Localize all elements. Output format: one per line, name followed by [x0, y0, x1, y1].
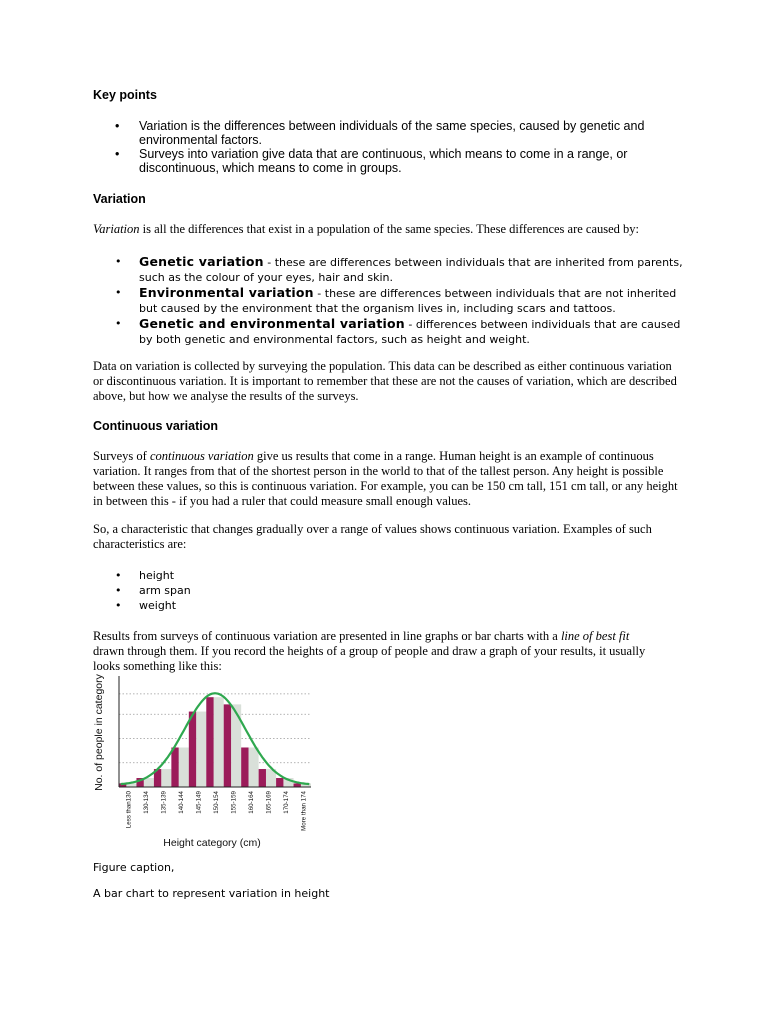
bar	[241, 747, 248, 787]
height-variation-chart	[91, 672, 321, 852]
variation-intro: Variation is all the differences that exist in a population of the same species. These differences are caused by:	[93, 222, 640, 236]
continuous-paragraph-1: Surveys of continuous variation give us results that come in a range. Human height is an example of continuous variation. It ranges from that of the shortest person in the world to that of the tallest person. Any height is possible between these values, so this is continuous variation. For example, you can be 150 cm tall, 151 cm tall, or any height in between this - if you had a ruler that could measure small enough values.	[93, 449, 678, 508]
x-tick-label: 145-149	[195, 791, 203, 814]
x-tick-label: 165-169	[265, 791, 273, 814]
key-points-heading: Key points	[93, 88, 157, 102]
curve-area	[144, 778, 154, 787]
x-tick-label: 160-164	[247, 791, 255, 814]
curve-area	[179, 747, 189, 787]
curve-area	[196, 712, 206, 787]
variation-types-list	[93, 254, 683, 347]
examples-list	[93, 568, 683, 613]
figure-caption-text: A bar chart to represent variation in height	[93, 887, 330, 900]
list-item: • weight	[115, 599, 177, 612]
variation-heading: Variation	[93, 192, 146, 206]
x-tick-label: Less than130	[125, 791, 133, 829]
bar	[189, 712, 196, 787]
list-item: • Surveys into variation give data that are continuous, which means to come in a range, or discontinuous, which means to come in groups.	[115, 147, 628, 175]
list-item: • Variation is the differences between individuals of the same species, caused by genetic and environmental factors.	[115, 119, 645, 147]
survey-paragraph: Data on variation is collected by surveying the population. This data can be described as either continuous variation or discontinuous variation. It is important to remember that these are not the causes of variation, which are described above, but how we analyse the results of the surveys.	[93, 359, 677, 403]
bar	[224, 704, 231, 787]
bar	[259, 769, 266, 787]
bar	[171, 747, 178, 787]
continuous-paragraph-2: So, a characteristic that changes gradually over a range of values shows continuous variation. Examples of such characteristics are:	[93, 522, 652, 551]
list-item: • Genetic variation - these are differences between individuals that are inherited from parents, such as the colour of your eyes, hair and skin.	[115, 254, 683, 284]
key-points-list	[93, 119, 683, 175]
x-tick-label: 155-159	[230, 791, 238, 814]
x-tick-label: 135-139	[160, 791, 168, 814]
list-item: • Genetic and environmental variation - differences between individuals that are caused by both genetic and environmental factors, such as height and weight.	[115, 316, 681, 346]
x-tick-label: 150-154	[213, 791, 220, 814]
x-tick-label: More than 174	[300, 791, 308, 831]
curve-area	[249, 747, 259, 787]
figure-caption-label: Figure caption,	[93, 861, 175, 874]
y-axis-label: No. of people in category	[93, 674, 105, 791]
continuous-variation-heading: Continuous variation	[93, 419, 218, 433]
curve-area	[161, 769, 171, 787]
list-item: • Environmental variation - these are differences between individuals that are not inherited but caused by the environment that the organism lives in, including scars and tattoos.	[115, 285, 677, 315]
x-tick-label: 140-144	[178, 791, 186, 814]
continuous-paragraph-3: Results from surveys of continuous variation are presented in line graphs or bar charts with a line of best fit drawn through them. If you record the heights of a group of people and draw a graph of your results, it usually looks something like this:	[93, 629, 646, 673]
list-item: • height	[115, 569, 175, 582]
bar	[206, 697, 213, 787]
x-tick-label: 130-134	[143, 791, 151, 814]
x-axis-label: Height category (cm)	[163, 837, 261, 849]
x-tick-label: 170-174	[282, 791, 290, 814]
curve-area	[214, 697, 224, 787]
bar	[276, 778, 283, 787]
list-item: • arm span	[115, 584, 191, 597]
